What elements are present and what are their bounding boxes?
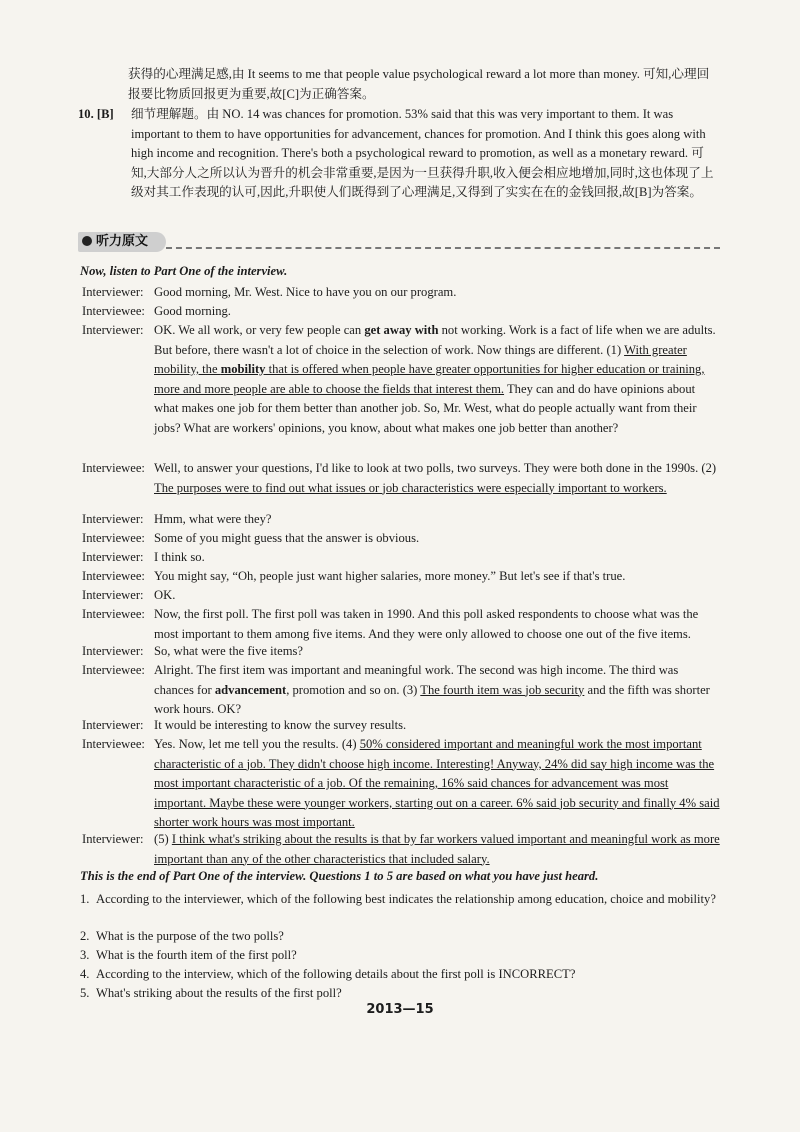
speaker-label: Interviewer: — [82, 588, 144, 602]
bullet-icon — [82, 236, 92, 246]
utterance-text: I think so. — [154, 550, 205, 564]
section-title: 听力原文 — [96, 234, 149, 249]
question-number: 5. — [80, 986, 90, 1000]
question-item — [80, 965, 720, 985]
emphasized-text: that is offered when people have greater opportunities for higher education or training, more and more people are able to choose the fields that interest them. — [154, 362, 705, 396]
speaker-label: Interviewee: — [82, 663, 145, 677]
text-run: Alright. The first item was important and meaningful work. The second was high income. The third was chances for — [154, 663, 679, 697]
speaker-label: Interviewer: — [82, 512, 144, 526]
speaker-label: Interviewee: — [82, 304, 145, 318]
text-run: not working. Work is a fact of life when we are adults. But before, there wasn't a lot of choice in the selection of work. Now things are different. (1) — [154, 323, 716, 357]
speaker-label: Interviewee: — [82, 737, 145, 751]
question-text: What is the fourth item of the first poll? — [96, 948, 297, 962]
answer-number: 10. [B] — [78, 107, 114, 121]
question-number: 2. — [80, 929, 90, 943]
emphasized-text: The purposes were to find out what issues or job characteristics were especially important to workers. — [154, 480, 667, 495]
dialogue-line — [82, 605, 720, 644]
answer-explanation-10 — [78, 105, 718, 203]
question-item — [80, 946, 720, 966]
section-header — [78, 232, 720, 252]
utterance-text: Good morning. — [154, 304, 231, 318]
answer-explanation-9-continued: 获得的心理满足感,由 It seems to me that people value psychological reward a lot more than money. 可知,心理回报要比物质回报更为重要,故[C]为正确答案。 — [128, 67, 710, 101]
dialogue-line — [82, 321, 720, 438]
intro-line: Now, listen to Part One of the interview. — [80, 264, 288, 278]
speaker-label: Interviewer: — [82, 644, 144, 658]
speaker-label: Interviewer: — [82, 718, 144, 732]
question-item — [80, 927, 720, 947]
text-run: Well, to answer your questions, I'd like to look at two polls, two surveys. They were both done in the 1990s. (2) — [154, 461, 717, 475]
utterance-text: So, what were the five items? — [154, 644, 303, 658]
emphasized-text: advancement — [214, 682, 287, 697]
utterance-text: Hmm, what were they? — [154, 512, 272, 526]
utterance-text: Good morning, Mr. West. Nice to have you on our program. — [154, 285, 457, 299]
text-run: Yes. Now, let me tell you the results. (4) — [154, 737, 360, 751]
emphasized-text: get away with — [364, 323, 439, 337]
dialogue-line — [82, 735, 720, 833]
utterance-text — [154, 459, 720, 498]
section-badge — [78, 232, 166, 252]
dialogue-line — [82, 586, 720, 606]
utterance-text: Some of you might guess that the answer is obvious. — [154, 531, 420, 545]
utterance-text — [154, 661, 720, 720]
dialogue-line — [82, 283, 720, 303]
dialogue-line — [82, 529, 720, 549]
dialogue-line — [82, 567, 720, 587]
utterance-text — [154, 321, 720, 438]
utterance-text: Now, the first poll. The first poll was taken in 1990. And this poll asked respondents to choose what was the most important to them among five items. And they were only allowed to choose one out of the five items. — [154, 607, 699, 641]
question-number: 1. — [80, 892, 90, 906]
emphasized-text: mobility — [220, 362, 266, 376]
dialogue-line — [82, 661, 720, 720]
question-text: According to the interviewer, which of the following best indicates the relationship among education, choice and mobility? — [96, 892, 716, 906]
utterance-text: It would be interesting to know the survey results. — [154, 718, 407, 732]
emphasized-text: I think what's striking about the results is that by far workers valued important and meaningful work as more important than any of the other characteristics that included salary. — [154, 832, 720, 866]
speaker-label: Interviewee: — [82, 461, 145, 475]
utterance-text: OK. — [154, 588, 176, 602]
emphasized-text: 50% considered important and meaningful work the most important characteristic of a job. They didn't choose high income. Interesting! Anyway, 24% did say high income was the most important characteristic of a job. Of the remaining, 16% said chances for advancement was most important. Maybe these were younger workers, starting out on a career. 6% said job security and finally 4% said shorter work hours was most important. — [154, 737, 720, 829]
section-divider — [166, 247, 720, 249]
utterance-text — [154, 735, 720, 833]
question-text: What's striking about the results of the first poll? — [96, 986, 342, 1000]
text-run: , promotion and so on. (3) — [286, 682, 421, 697]
dialogue-line — [82, 830, 720, 869]
emphasized-text: The fourth item was job security — [420, 682, 585, 697]
utterance-text — [154, 830, 720, 869]
text-run: OK. We all work, or very few people can — [154, 323, 365, 337]
question-item — [80, 984, 720, 1004]
speaker-label: Interviewee: — [82, 569, 145, 583]
utterance-text: You might say, “Oh, people just want higher salaries, more money.” But let's see if that's true. — [154, 569, 626, 583]
question-text: According to the interview, which of the following details about the first poll is INCORRECT? — [96, 967, 576, 981]
end-of-part-line: This is the end of Part One of the interview. Questions 1 to 5 are based on what you have just heard. — [80, 869, 599, 883]
question-number: 3. — [80, 948, 90, 962]
question-number: 4. — [80, 967, 90, 981]
question-text: What is the purpose of the two polls? — [96, 929, 284, 943]
page-number: 2013—15 — [366, 1002, 434, 1017]
text-run: They can and do have opinions about what makes one job for them better than another job. So, Mr. West, what do people actually want from their jobs? What are workers' opinions, you know, about what makes one job better than another? — [154, 381, 697, 435]
speaker-label: Interviewer: — [82, 832, 144, 846]
answer-text: 细节理解题。由 NO. 14 was chances for promotion. 53% said that this was very important to them. It was important to them to have opportunities for advancement, chances for promotion. And I think this goes along with high income and recognition. There's both a psychological reward to promotion, as well as a monetary reward. 可知,大部分人之所以认为晋升的机会非常重要,是因为一旦获得升职,收入便会相应地增加,同时,这也体现了上级对其工作表现的认可,因此,升职使人们既得到了心理满足,又得到了实实在在的金钱回报,故[B]为答案。 — [131, 107, 714, 199]
speaker-label: Interviewer: — [82, 323, 144, 337]
dialogue-line — [82, 302, 720, 322]
dialogue-line — [82, 716, 720, 736]
speaker-label: Interviewer: — [82, 550, 144, 564]
dialogue-line — [82, 548, 720, 568]
speaker-label: Interviewee: — [82, 531, 145, 545]
emphasized-text: With greater mobility, the — [154, 342, 687, 376]
speaker-label: Interviewer: — [82, 285, 144, 299]
question-item — [80, 890, 720, 910]
dialogue-line — [82, 642, 720, 662]
speaker-label: Interviewee: — [82, 607, 145, 621]
dialogue-line — [82, 510, 720, 530]
text-run: (5) — [154, 832, 172, 846]
text-run: and the fifth was shorter work hours. OK? — [154, 682, 710, 716]
dialogue-line — [82, 459, 720, 498]
